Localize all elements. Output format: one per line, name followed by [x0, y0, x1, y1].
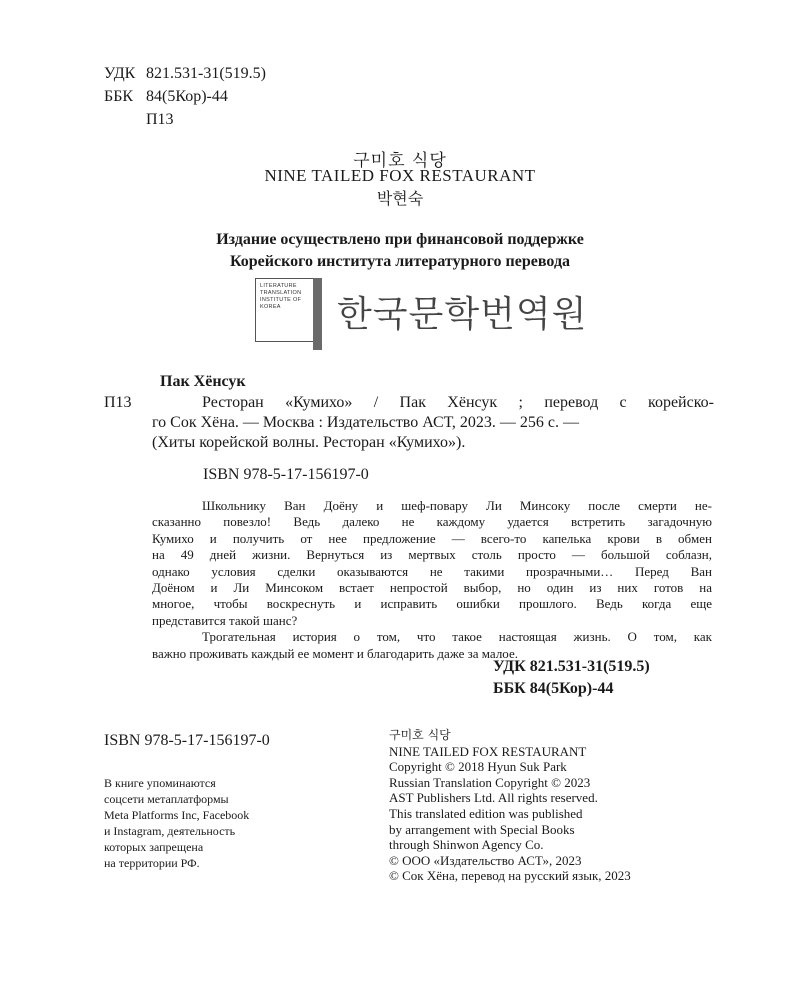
bib-code: П13: [104, 394, 132, 411]
support-line-1: Издание осуществлено при финансовой поддержке: [216, 231, 584, 248]
annotation: [152, 498, 712, 662]
annotation-line: сказанно повезло! Ведь далеко не каждому удается встретить загадочную: [152, 514, 712, 530]
bib-line-3: (Хиты корейской волны. Ресторан «Кумихо»).: [152, 434, 466, 451]
social-network-note: [104, 775, 249, 871]
bbk-value: 84(5Кор)-44: [146, 88, 228, 105]
lti-korea-logo: [255, 278, 588, 350]
bib-record: [104, 393, 714, 453]
english-title: NINE TAILED FOX RESTAURANT: [264, 166, 536, 185]
support-line-2: Корейского института литературного перевода: [229, 253, 571, 270]
logo-bar: [313, 278, 322, 350]
copyright-line: Copyright © 2018 Hyun Suk Park: [389, 759, 567, 775]
copyright-line: This translated edition was published: [389, 805, 583, 821]
note-line: на территории РФ.: [104, 856, 200, 870]
logo-frame: [255, 278, 313, 342]
classification-codes: [104, 62, 266, 131]
copyright-line: © ООО «Издательство АСТ», 2023: [389, 852, 582, 868]
korean-author: 박현숙: [376, 189, 424, 208]
note-line: В книге упоминаются: [104, 776, 216, 790]
note-line: и Instagram, деятельность: [104, 824, 236, 838]
annotation-line: однако условия сделки оказываются не такими прозрачными… Перед Ван: [152, 563, 712, 579]
copyright-line: © Сок Хёна, перевод на русский язык, 2023: [389, 868, 631, 884]
logo-small-line: LITERATURE: [260, 283, 297, 289]
korean-title: 구미호 식당: [353, 151, 447, 171]
bib-line-1: Ресторан «Кумихо» / Пак Хёнсук ; перевод с корейско-: [202, 394, 714, 411]
note-line: которых запрещена: [104, 840, 204, 854]
note-line: соцсети метаплатформы: [104, 792, 229, 806]
udk-bottom: УДК 821.531-31(519.5): [493, 658, 650, 675]
copyright-line: through Shinwon Agency Co.: [389, 837, 544, 853]
logo-small-line: KOREA: [260, 304, 281, 310]
copyright-line: Russian Translation Copyright © 2023: [389, 774, 591, 790]
annotation-line: Кумихо и получить от нее предложение — всего-то капелька крови в обмен: [152, 530, 712, 546]
annotation-line: Школьнику Ван Доёну и шеф-повару Ли Минсоку после смерти не-: [202, 498, 712, 513]
classification-codes-bottom: [493, 656, 650, 700]
bib-author: Пак Хёнсук: [160, 373, 246, 390]
bbk-bottom: ББК 84(5Кор)-44: [493, 680, 614, 697]
isbn-bottom: ISBN 978-5-17-156197-0: [104, 732, 270, 749]
udk-row: [104, 62, 266, 85]
logo-korean-text: 한국문학번역원: [337, 294, 588, 335]
logo-small-text: [260, 283, 312, 311]
bbk-label: ББК: [104, 88, 134, 105]
logo-small-line: INSTITUTE OF: [260, 297, 302, 303]
bib-continuation: [152, 413, 714, 453]
udk-label: УДК: [104, 65, 136, 82]
isbn-main: ISBN 978-5-17-156197-0: [203, 466, 369, 483]
author-sign: П13: [146, 111, 174, 128]
annotation-line: многое, чтобы воскреснуть и исправить ошибки прошлого. Ведь когда еще: [152, 596, 712, 612]
copyright-line: AST Publishers Ltd. All rights reserved.: [389, 790, 598, 806]
udk-value: 821.531-31(519.5): [146, 65, 266, 82]
logo-small-line: TRANSLATION: [260, 290, 302, 296]
copyright-korean-title: 구미호 식당: [389, 728, 451, 742]
copyright-line: NINE TAILED FOX RESTAURANT: [389, 743, 587, 759]
annotation-line: на 49 дней жизни. Вернуться из мертвых столь просто — большой соблазн,: [152, 547, 712, 563]
annotation-line: Доёном и Ли Минсоком встает непростой выбор, но один из них готов на: [152, 580, 712, 596]
copyright-block: [389, 728, 631, 884]
annotation-line: представится такой шанс?: [152, 612, 298, 628]
copyright-line: by arrangement with Special Books: [389, 821, 575, 837]
note-line: Meta Platforms Inc, Facebook: [104, 808, 250, 822]
support-statement: [0, 229, 800, 273]
annotation-line: важно проживать каждый ее момент и благодарить даже за малое.: [152, 645, 518, 661]
annotation-line: Трогательная история о том, что такое настоящая жизнь. О том, как: [202, 629, 712, 645]
bib-line-2: го Сок Хёна. — Москва : Издательство АСТ, 2023. — 256 с. —: [152, 414, 579, 431]
bbk-row: [104, 85, 266, 108]
